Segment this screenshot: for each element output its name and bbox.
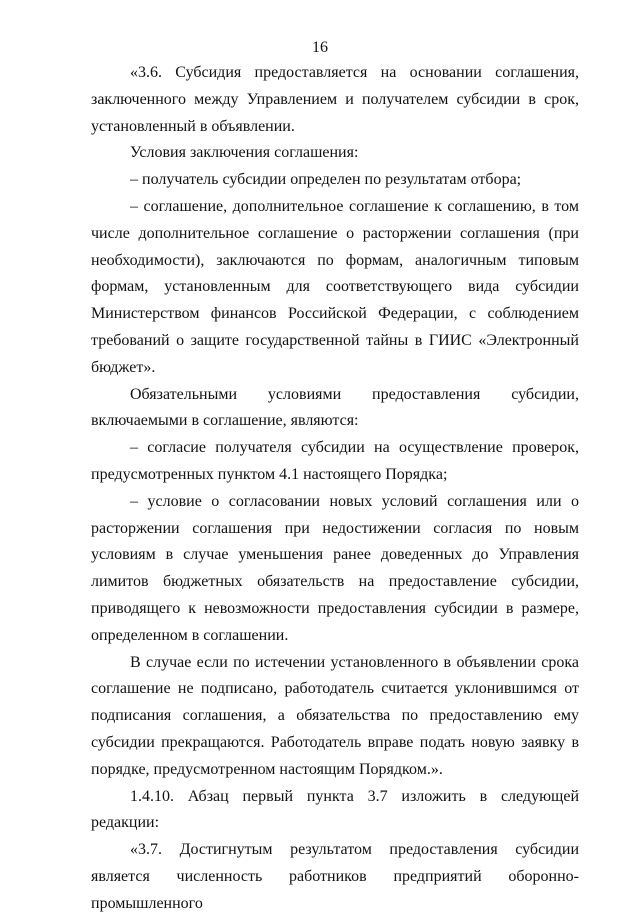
paragraph-conditions-heading: Условия заключения соглашения: [130,144,359,162]
paragraph-recipient-selected: – получатель субсидии определен по результатам отбора; [130,171,522,189]
paragraph-3-6: «3.6. Субсидия предоставляется на основании соглашения, заключенного между Управлением и получателем субсидии в срок, установленный в объявлении. [91,64,579,135]
paragraph-unsigned-agreement: В случае если по истечении установленного в объявлении срока соглашение не подписано, работодатель считается уклонившимся от подписания соглашения, а обязательства по предоставлению ему субсидии прекращаются. Работодатель вправе подать новую заявку в порядке, предусмотренном настоящим Порядком.». [91,653,579,778]
document-body [91,60,579,918]
paragraph-mandatory-conditions: Обязательными условиями предоставления субсидии, включаемыми в соглашение, являются: [91,385,579,430]
paragraph-consent-inspections: – согласие получателя субсидии на осуществление проверок, предусмотренных пунктом 4.1 настоящего Порядка; [91,439,579,483]
paragraph-1-4-10: 1.4.10. Абзац первый пункта 3.7 изложить в следующей редакции: [91,787,579,832]
paragraph-agreement-forms: – соглашение, дополнительное соглашение к соглашению, в том числе дополнительное соглашение о расторжении соглашения (при необходимости), заключаются по формам, аналогичным типовым формам, установленным для соответствующего вида субсидии Министерством финансов Российской Федерации, с соблюдением требований о защите государственной тайны в ГИИС «Электронный бюджет». [91,197,579,376]
page-number: 16 [312,39,328,56]
paragraph-3-7: «3.7. Достигнутым результатом предоставления субсидии является численность работников предприятий оборонно-промышленного [91,841,579,912]
paragraph-new-conditions: – условие о согласовании новых условий соглашения или о расторжении соглашения при недостижении согласия по новым условиям в случае уменьшения ранее доведенных до Управления лимитов бюджетных обязательств на предоставление субсидии, приводящего к невозможности предоставления субсидии в размере, определенном в соглашении. [91,492,579,644]
